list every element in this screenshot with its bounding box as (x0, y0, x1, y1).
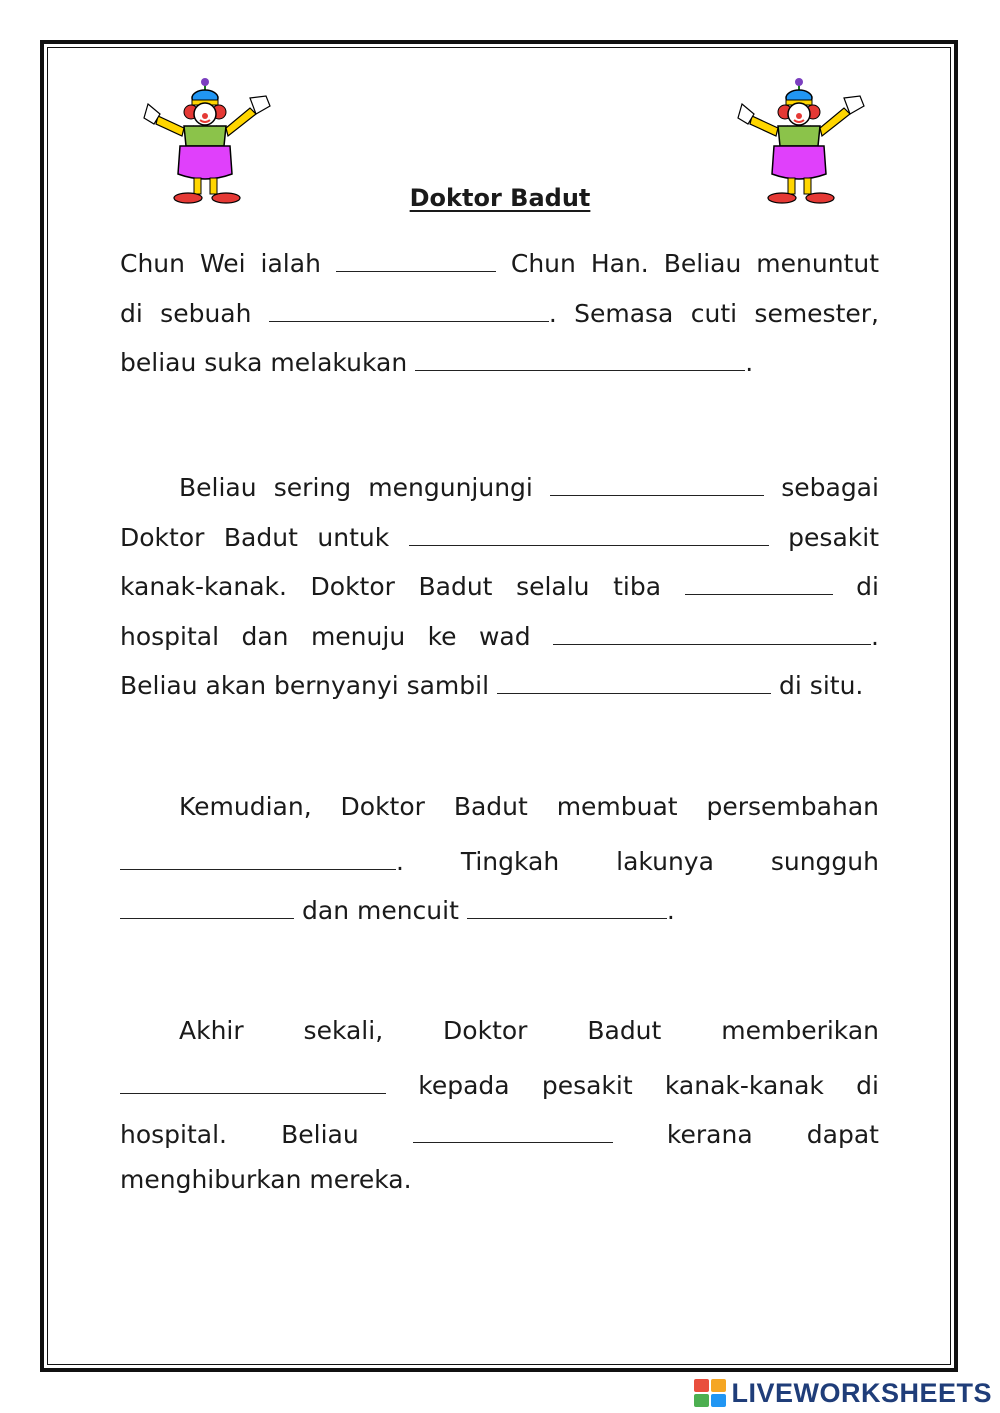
paragraph-line (120, 1017, 879, 1067)
word: pesakit (541, 1070, 633, 1100)
paragraph-line (120, 667, 879, 717)
word: sering (273, 473, 352, 502)
word: Badut (418, 572, 493, 601)
word: menuju (310, 621, 406, 651)
paragraph-line (120, 519, 879, 569)
paragraph-line (120, 1166, 879, 1216)
phrase: beliau suka melakukan (120, 348, 408, 377)
word: di (856, 1070, 879, 1100)
paragraph-3 (120, 793, 879, 942)
word: cuti (690, 298, 738, 328)
word: Tingkah (460, 846, 560, 876)
answer-blank-10[interactable] (120, 892, 294, 919)
paragraph-line (120, 892, 879, 942)
word: Beliau (179, 473, 257, 502)
word: persembahan (706, 792, 879, 821)
word: untuk (317, 522, 390, 552)
blank-group (467, 892, 675, 925)
word: Chun (510, 249, 576, 278)
punctuation: . (666, 896, 675, 925)
paragraph-line (120, 618, 879, 668)
punctuation: . (871, 621, 879, 651)
word: Badut (587, 1016, 662, 1045)
answer-blank-7[interactable] (553, 618, 871, 645)
phrase: di situ. (779, 671, 864, 700)
liveworksheets-watermark (693, 1378, 992, 1408)
word: kanak-kanak. (120, 572, 287, 601)
answer-blank-2[interactable] (269, 295, 549, 322)
answer-blank-3[interactable] (415, 344, 745, 371)
word: kepada (418, 1070, 510, 1100)
paragraph-2 (120, 469, 879, 717)
answer-blank-8[interactable] (497, 667, 771, 694)
word: Doktor (120, 522, 205, 552)
word: Badut (453, 792, 528, 821)
word: hospital. (120, 1120, 227, 1149)
answer-blank-5[interactable] (409, 519, 769, 546)
paragraph-line (120, 295, 879, 345)
word: kerana (666, 1120, 753, 1149)
liveworksheets-logo-icon (693, 1378, 727, 1408)
answer-blank-12[interactable] (120, 1067, 386, 1094)
punctuation: . (396, 846, 404, 876)
word: di (856, 572, 879, 601)
answer-blank-11[interactable] (467, 892, 667, 919)
word: lakunya (616, 846, 714, 876)
word: Chun (120, 249, 185, 278)
word: Wei (199, 249, 246, 278)
word: dan (241, 621, 289, 651)
phrase: dan mencuit (302, 896, 459, 925)
blank-group (553, 618, 879, 651)
watermark-text: LIVEWORKSHEETS (731, 1377, 992, 1408)
paragraph-line (120, 344, 879, 394)
phrase: Beliau akan bernyanyi sambil (120, 671, 490, 700)
word: wad (478, 621, 531, 651)
answer-blank-9[interactable] (120, 843, 396, 870)
word: pesakit (788, 522, 879, 552)
word: sebagai (781, 473, 879, 502)
word: Doktor (340, 792, 425, 821)
word: menuntut (756, 249, 879, 278)
word: sekali, (303, 1016, 384, 1045)
word: selalu (516, 572, 590, 601)
word: Doktor (443, 1016, 528, 1045)
word: kanak-kanak (664, 1070, 824, 1100)
word: sebuah (160, 298, 252, 328)
blank-group (269, 295, 557, 328)
word: Semasa (574, 298, 674, 328)
word: tiba (613, 572, 662, 601)
word: di (120, 298, 143, 328)
paragraph-line (120, 843, 879, 893)
word: Han. (590, 249, 649, 278)
worksheet-title: Doktor Badut (409, 184, 591, 212)
word: Badut (223, 522, 298, 552)
word: Akhir (179, 1016, 244, 1045)
word: ialah (260, 249, 321, 278)
paragraph-4 (120, 1017, 879, 1215)
word: dapat (806, 1120, 879, 1149)
paragraph-line (120, 245, 879, 295)
blank-group (415, 344, 753, 377)
answer-blank-13[interactable] (413, 1116, 613, 1143)
word: Doktor (310, 572, 395, 601)
answer-blank-4[interactable] (550, 469, 764, 496)
word: sungguh (770, 846, 879, 876)
word: membuat (556, 792, 678, 821)
paragraph-line (120, 1067, 879, 1117)
answer-blank-6[interactable] (685, 568, 833, 595)
punctuation: . (745, 348, 754, 377)
word: semester, (754, 298, 879, 328)
word: Beliau (281, 1120, 359, 1149)
paragraph-line (120, 568, 879, 618)
paragraph-line (120, 793, 879, 843)
word: Kemudian, (179, 792, 312, 821)
word: hospital (120, 621, 220, 651)
paragraph-line (120, 469, 879, 519)
phrase: menghiburkan mereka. (120, 1164, 412, 1194)
word: ke (427, 621, 457, 651)
paragraph-1 (120, 245, 879, 394)
paragraph-line (120, 1116, 879, 1166)
word: Beliau (663, 249, 742, 278)
answer-blank-1[interactable] (336, 245, 496, 272)
punctuation: . (548, 298, 557, 328)
blank-group (120, 843, 404, 876)
word: memberikan (721, 1016, 879, 1045)
word: mengunjungi (368, 473, 533, 502)
